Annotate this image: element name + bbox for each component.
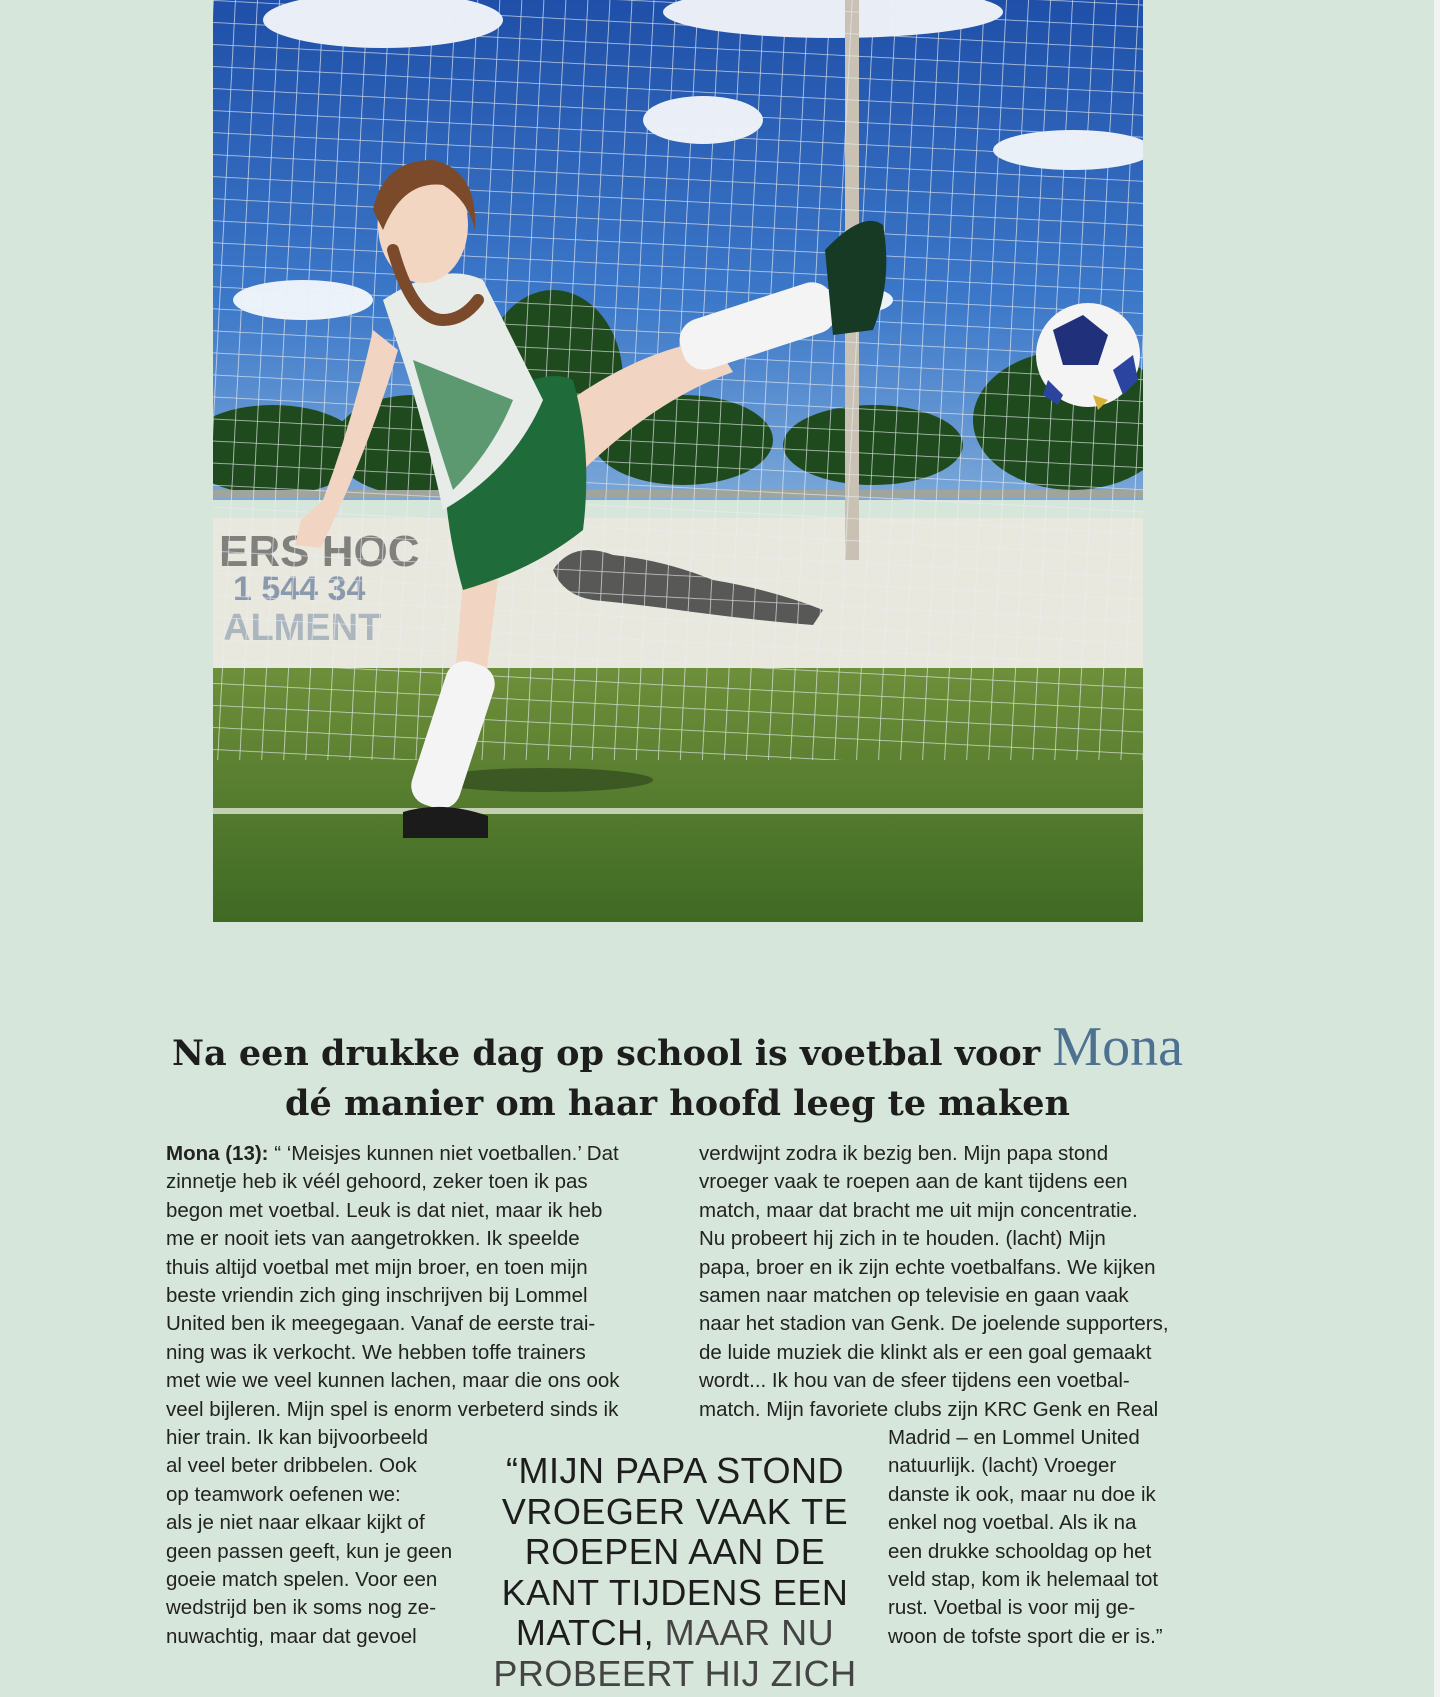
- body-line: veel bijleren. Mijn spel is enorm verbeterd sinds ik: [166, 1397, 619, 1421]
- body-column-right-top: [699, 1140, 1169, 1424]
- body-line: ning was ik verkocht. We hebben toffe trainers: [166, 1340, 586, 1364]
- body-line: met wie we veel kunnen lachen, maar die ons ook: [166, 1369, 620, 1393]
- body-line: begon met voetbal. Leuk is dat niet, maar ik heb: [166, 1198, 603, 1222]
- quote-line: “MIJN PAPA STOND: [505, 1450, 845, 1491]
- body-line: als je niet naar elkaar kijkt of: [166, 1511, 425, 1535]
- headline-name: Mona: [1052, 1016, 1184, 1078]
- body-line: op teamwork oefenen we:: [166, 1482, 401, 1506]
- body-line: verdwijnt zodra ik bezig ben. Mijn papa stond: [699, 1142, 1109, 1165]
- body-line: veld stap, kom ik helemaal tot: [888, 1568, 1159, 1592]
- body-line: wedstrijd ben ik soms nog ze-: [166, 1596, 437, 1620]
- body-line: natuurlijk. (lacht) Vroeger: [888, 1454, 1117, 1478]
- body-line: zinnetje heb ik véél gehoord, zeker toen ik pas: [166, 1170, 588, 1194]
- body-line: woon de tofste sport die er is.”: [888, 1624, 1163, 1648]
- quote-line: VROEGER VAAK TE: [501, 1490, 849, 1532]
- quote-line: PROBEERT HIJ ZICH: [493, 1652, 857, 1694]
- article-photo: [213, 0, 1143, 922]
- body-column-right-bottom: [888, 1424, 1163, 1651]
- quote-line: KANT TIJDENS EEN: [501, 1571, 849, 1613]
- quote-line: ROEPEN AAN DE: [524, 1531, 826, 1573]
- body-line: me er nooit iets van aangetrokken. Ik speelde: [166, 1227, 580, 1251]
- body-line: danste ik ook, maar nu doe ik: [888, 1482, 1156, 1506]
- body-line: match. Mijn favoriete clubs zijn KRC Genk en Real: [699, 1397, 1159, 1421]
- body-line: een drukke schooldag op het: [888, 1539, 1152, 1563]
- body-line: rust. Voetbal is voor mij ge-: [888, 1596, 1136, 1620]
- body-line: enkel nog voetbal. Als ik na: [888, 1511, 1137, 1535]
- quote-line: MATCH, MAAR NU: [515, 1612, 835, 1654]
- body-line: naar het stadion van Genk. De joelende supporters,: [699, 1312, 1169, 1336]
- article-headline: [150, 1016, 1205, 1129]
- body-line: Mona (13): “ ‘Meisjes kunnen niet voetballen.’ Dat: [166, 1142, 619, 1165]
- body-line: thuis altijd voetbal met mijn broer, en toen mijn: [166, 1255, 588, 1279]
- body-line: United ben ik meegegaan. Vanaf de eerste trai-: [166, 1312, 596, 1336]
- body-column-left-bottom: [166, 1424, 452, 1651]
- body-line: Nu probeert hij zich in te houden. (lacht) Mijn: [699, 1227, 1106, 1251]
- headline-line-2: dé manier om haar hoofd leeg te maken: [285, 1083, 1070, 1124]
- headline-text: Na een drukke dag op school is voetbal voor: [171, 1033, 1041, 1074]
- body-line: geen passen geeft, kun je geen: [166, 1539, 453, 1563]
- page-edge: [1434, 0, 1440, 1697]
- body-line: de luide muziek die klinkt als er een goal gemaakt: [699, 1340, 1152, 1364]
- body-line: beste vriendin zich ging inschrijven bij Lommel: [166, 1284, 588, 1308]
- pull-quote: [470, 1451, 880, 1695]
- body-line: al veel beter dribbelen. Ook: [166, 1454, 417, 1478]
- intro-label: Mona (13):: [166, 1142, 269, 1165]
- body-line: wordt... Ik hou van de sfeer tijdens een voetbal-: [699, 1369, 1130, 1393]
- body-line: Madrid – en Lommel United: [888, 1426, 1140, 1449]
- headline-line-1: [150, 1016, 1205, 1079]
- body-line: samen naar matchen op televisie en gaan vaak: [699, 1284, 1129, 1308]
- body-line: nuwachtig, maar dat gevoel: [166, 1624, 417, 1648]
- body-line: hier train. Ik kan bijvoorbeeld: [166, 1426, 429, 1449]
- body-line: match, maar dat bracht me uit mijn concentratie.: [699, 1198, 1138, 1222]
- body-column-left-top: [166, 1140, 620, 1424]
- body-line: papa, broer en ik zijn echte voetbalfans. We kijken: [699, 1255, 1156, 1279]
- body-line: vroeger vaak te roepen aan de kant tijdens een: [699, 1170, 1128, 1194]
- body-line: goeie match spelen. Voor een: [166, 1568, 438, 1592]
